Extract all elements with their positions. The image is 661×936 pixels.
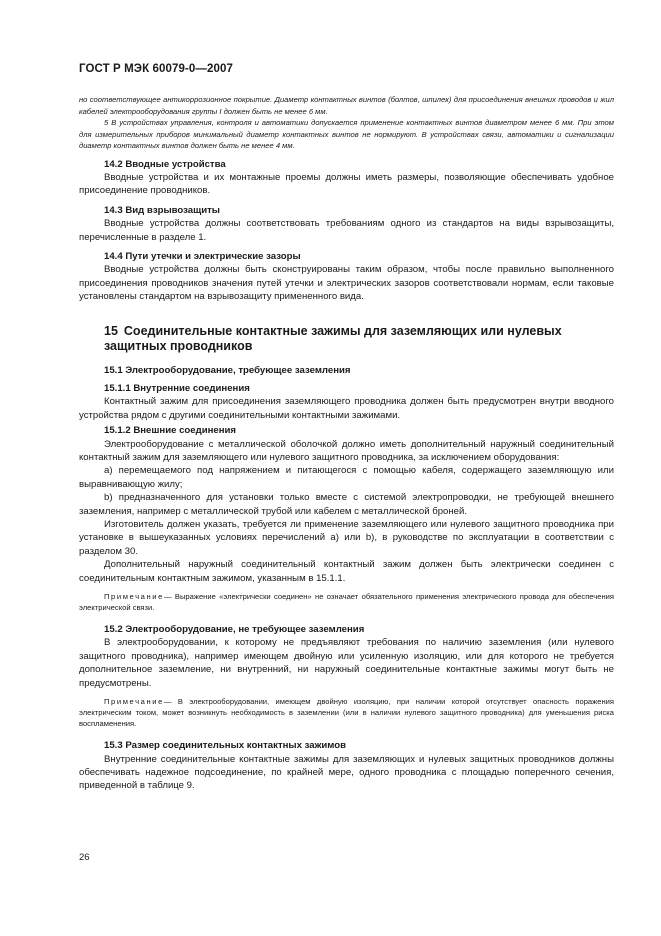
paragraph-15-1-2-manufacturer: Изготовитель должен указать, требуется ли применение заземляющего или нулевого защитного проводника при установке в вышеуказанных условиях перечислений a) или b), в руководстве по эксплуатации в соответствии с разделом 30. xyxy=(79,519,614,557)
heading-14-3: 14.3 Вид взрывозащиты xyxy=(104,204,221,216)
paragraph-15-3: Внутренние соединительные контактные зажимы для заземляющих и нулевых защитных проводников должны обеспечивать надежное подсоединение, по крайней мере, одного проводника с площадью поперечного сечения, приведенной в таблице 9. xyxy=(79,753,614,792)
paragraph-15-2: В электрооборудовании, к которому не предъявляют требования по наличию заземления (или нулевого защитного проводника), например имеющем двойную или усиленную изоляцию, или для которого не требуется дополнительное заземление, ни внутренний, ни наружный соединительные контактные зажимы могут быть не предусмотрены. xyxy=(79,637,614,689)
heading-14-4: 14.4 Пути утечки и электрические зазоры xyxy=(104,250,301,262)
document-body xyxy=(79,94,614,793)
note-5: 5 В устройствах управления, контроля и автоматики допускается применение контактных винтов диаметром менее 6 мм. При этом для измерительных приборов минимальный диаметр контактных винтов не нормируют. В устройствах связи, автоматики и сигнализации диаметр контактных винтов должен быть не менее 4 мм. xyxy=(79,118,614,150)
heading-15-2: 15.2 Электрооборудование, не требующее заземления xyxy=(104,624,365,636)
paragraph-14-4: Вводные устройства должны быть сконструированы таким образом, чтобы после правильно выполненного присоединения проводников значения путей утечки и электрических зазоров соответствовали нормам, если таковые установлены стандартом на взрывозащиту примененного вида. xyxy=(79,264,614,303)
heading-15-1-1: 15.1.1 Внутренние соединения xyxy=(104,382,250,394)
heading-15-1: 15.1 Электрооборудование, требующее заземления xyxy=(104,364,351,376)
document-header: ГОСТ Р МЭК 60079-0—2007 xyxy=(79,63,233,75)
note-15-2 xyxy=(79,696,614,729)
paragraph-15-1-1: Контактный зажим для присоединения заземляющего проводника должен быть предусмотрен внутри вводного устройства рядом с другими соединительными контактными зажимами. xyxy=(79,396,614,421)
note-15-1-2 xyxy=(79,591,614,613)
paragraph-15-1-2-additional: Дополнительный наружный соединительный контактный зажим должен быть электрически соединен с соединительным контактным зажимом, указанным в 15.1.1. xyxy=(79,559,614,584)
heading-14-2: 14.2 Вводные устройства xyxy=(104,158,226,170)
note-label: Примечание xyxy=(104,592,164,602)
note-text: — Выражение «электрически соединен» не означает обязательного применения электрического провода для обеспечения электрической связи. xyxy=(79,592,614,613)
paragraph-14-3: Вводные устройства должны соответствовать требованиям одного из стандартов на виды взрывозащиты, перечисленные в разделе 1. xyxy=(79,218,614,243)
section-15-number: 15 xyxy=(104,323,118,338)
section-15-heading xyxy=(79,324,614,354)
paragraph-14-2: Вводные устройства и их монтажные проемы должны иметь размеры, позволяющие обеспечивать удобное присоединение проводников. xyxy=(79,171,614,197)
heading-15-1-2: 15.1.2 Внешние соединения xyxy=(104,425,237,437)
section-15-title-line1: Соединительные контактные зажимы для заземляющих или нулевых xyxy=(123,323,562,338)
heading-15-3: 15.3 Размер соединительных контактных зажимов xyxy=(104,740,347,752)
section-15-title-line2: защитных проводников xyxy=(104,338,253,353)
list-item-b: b) предназначенного для установки только вместе с системой электропроводки, не требующей внешнего заземления, например с металлической трубой или кабелем с металлической броней. xyxy=(79,492,614,517)
list-item-a: a) перемещаемого под напряжением и питающегося с помощью кабеля, содержащего заземляющую или выравнивающую жилу; xyxy=(79,465,614,490)
page-number: 26 xyxy=(79,852,90,863)
note-continuation: но соответствующее антикоррозионное покрытие. Диаметр контактных винтов (болтов, шпилек) для присоединения внешних проводов и жил кабелей электрооборудования группы I должен быть не менее 6 мм. xyxy=(79,95,614,116)
note-label: Примечание xyxy=(104,697,164,707)
paragraph-15-1-2-intro: Электрооборудование с металлической оболочкой должно иметь дополнительный наружный соединительный контактный зажим для заземляющего или нулевого защитного проводника, за исключением оборудования: xyxy=(79,438,614,463)
note-text: — В электрооборудовании, имеющем двойную изоляцию, при наличии которой отсутствует опасность поражения электрическим током, может возникнуть необходимость в заземлении (или в наличии нулевого защитного проводника) для уменьшения риска воспламенения. xyxy=(79,697,614,729)
